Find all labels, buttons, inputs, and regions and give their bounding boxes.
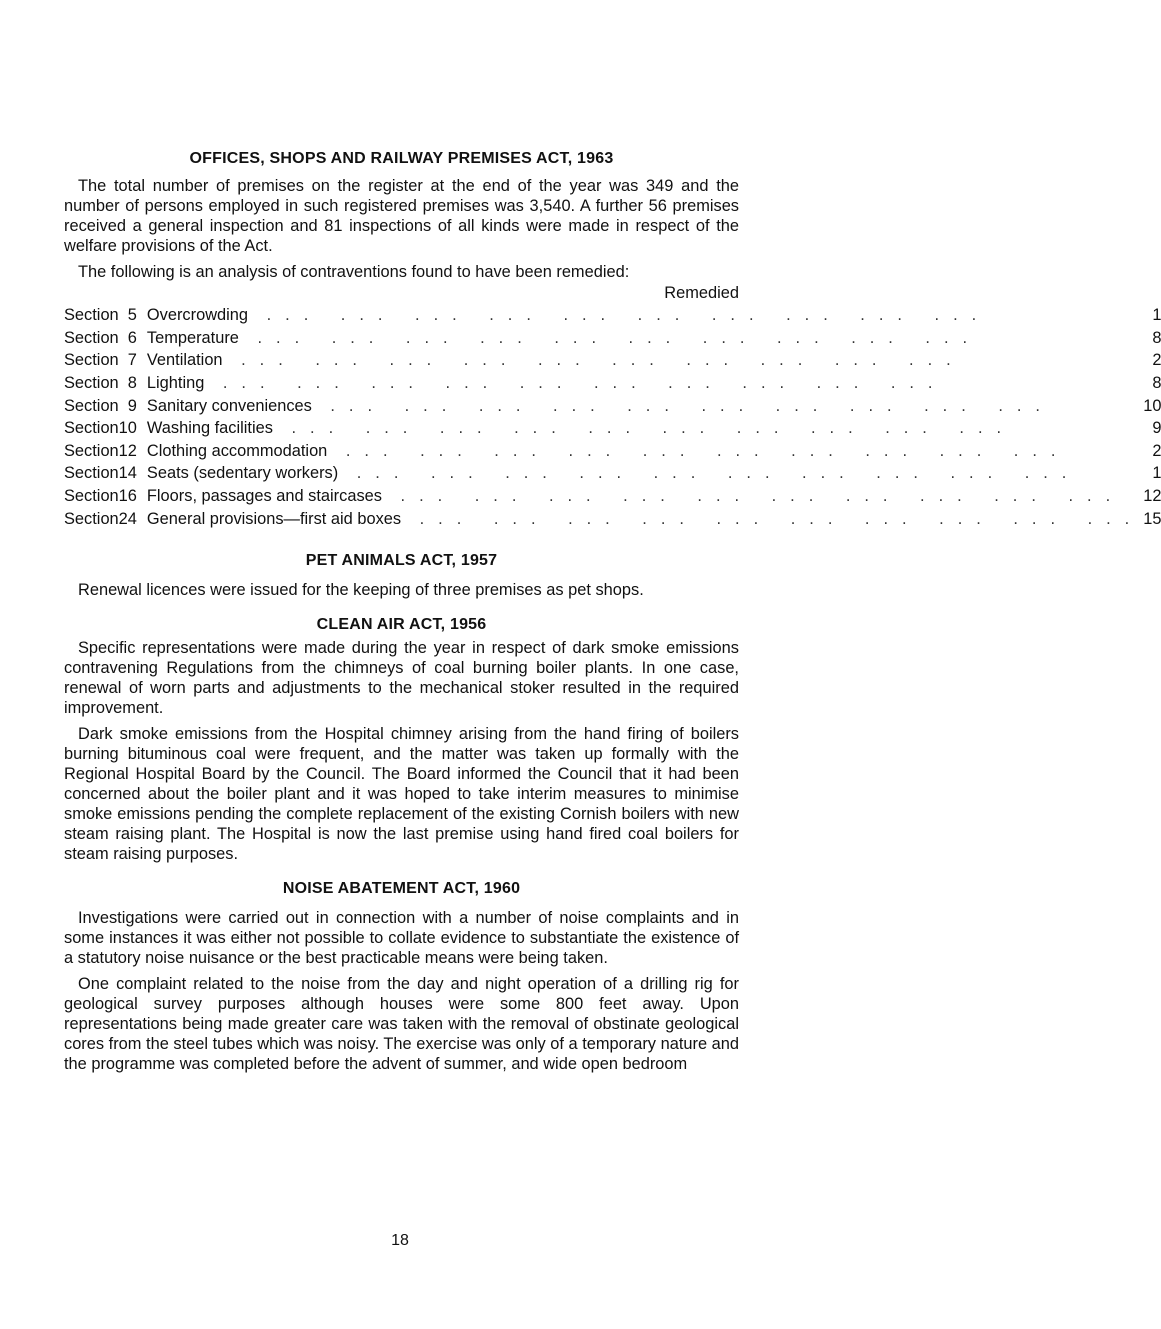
section-label [64, 462, 119, 485]
section-label-text: Section [64, 328, 119, 347]
section-label-text: Section [64, 487, 119, 506]
section-number-text: 8 [127, 374, 137, 393]
table-row [64, 440, 1161, 463]
remedied-count [1143, 349, 1161, 372]
contravention-description [147, 372, 1143, 395]
offices-act-heading: OFFICES, SHOPS AND RAILWAY PREMISES ACT, 1963 [189, 150, 614, 167]
remedied-count [1143, 440, 1161, 463]
table-row [64, 349, 1161, 372]
section-label [64, 327, 119, 350]
remedied-count-text: 1 [1152, 306, 1161, 325]
table-row [64, 462, 1161, 485]
noise-abatement-act-heading: NOISE ABATEMENT ACT, 1960 [282, 879, 521, 897]
section-number [119, 462, 147, 485]
table-row [64, 394, 1161, 417]
contravention-description [147, 417, 1143, 440]
contravention-description [147, 485, 1143, 508]
remedied-count-text: 2 [1152, 351, 1161, 370]
dot-leader: ... ... ... ... ... ... ... ... ... ... [327, 441, 1070, 460]
page-number: 18 [391, 1232, 409, 1249]
contravention-description [147, 462, 1143, 485]
section-number-text: 9 [127, 396, 137, 415]
remedied-column-header: Remedied [664, 284, 739, 302]
remedied-count [1143, 327, 1161, 350]
contravention-description-text: Washing facilities [146, 419, 273, 438]
dot-leader: ... ... ... ... ... ... ... ... ... ... [338, 464, 1081, 483]
document-page [64, 150, 1161, 1074]
contravention-description-text: Sanitary conveniences [146, 396, 312, 415]
dot-leader: ... ... ... ... ... ... ... ... ... ... [222, 351, 965, 370]
section-label [64, 394, 119, 417]
section-label-text: Section [64, 306, 119, 325]
section-label [64, 485, 119, 508]
section-number-text: 16 [118, 487, 137, 506]
section-label-text: Section [64, 441, 119, 460]
contravention-description-text: Ventilation [146, 351, 223, 370]
section-label [64, 372, 119, 395]
section-number-text: 7 [127, 351, 137, 370]
remedied-count-text: 9 [1152, 419, 1161, 438]
section-number [119, 304, 147, 327]
remedied-count [1143, 394, 1161, 417]
contravention-description-text: Lighting [146, 374, 205, 393]
contravention-description [147, 440, 1143, 463]
remedied-count [1143, 417, 1161, 440]
section-label [64, 304, 119, 327]
remedied-count [1143, 485, 1161, 508]
section-label-text: Section [64, 464, 119, 483]
dot-leader: ... ... ... ... ... ... ... ... ... ... [238, 328, 982, 347]
remedied-count [1143, 304, 1161, 327]
contravention-description [147, 304, 1143, 327]
contravention-description-text: Clothing accommodation [146, 441, 328, 460]
contravention-description-text: General provisions—first aid boxes [146, 509, 402, 528]
noise-abatement-act-paragraph-2: One complaint related to the noise from the day and night operation of a drilling rig for geological survey purposes although houses were some 800 feet away. Upon representations being made greater care was taken with the removal of obstinate geological cores from the steel tubes which was noisy. The exercise was only of a temporary nature and the programme was completed before the advent of summer, and wide open bedroom [64, 974, 739, 1073]
section-number [119, 507, 147, 530]
table-row [64, 372, 1161, 395]
contravention-description [147, 507, 1143, 530]
dot-leader: ... ... ... ... ... ... ... ... ... ... [381, 487, 1125, 506]
offices-act-paragraph-2: The following is an analysis of contraventions found to have been remedied: [78, 263, 630, 281]
table-row [64, 327, 1161, 350]
remedied-count-text: 12 [1143, 487, 1161, 506]
table-row [64, 304, 1161, 327]
clean-air-act-paragraph-2: Dark smoke emissions from the Hospital chimney arising from the hand firing of boilers burning bituminous coal were frequent, and the matter was taken up formally with the Regional Hospital Board by the Council. The Board informed the Council that it had been concerned about the boiler plant and it was hoped to take interim measures to minimise smoke emissions pending the complete replacement of the existing Cornish boilers with new steam raising plant. The Hospital is now the last premise using hand fired coal boilers for steam raising purposes. [64, 724, 739, 863]
dot-leader: ... ... ... ... ... ... ... ... ... ... [248, 306, 991, 325]
remedied-count-text: 2 [1152, 441, 1161, 460]
remedied-count [1143, 372, 1161, 395]
dot-leader: ... ... ... ... ... ... ... ... ... ... [401, 509, 1144, 528]
dot-leader: ... ... ... ... ... ... ... ... ... ... [204, 374, 947, 393]
table-row [64, 417, 1161, 440]
offices-act-paragraph-1: The total number of premises on the register at the end of the year was 349 and the number of persons employed in such registered premises was 3,540. A further 56 premises received a general inspection and 81 inspections of all kinds were made in respect of the welfare provisions of the Act. [64, 177, 739, 255]
contravention-description-text: Seats (sedentary workers) [146, 464, 339, 483]
section-label-text: Section [64, 419, 119, 438]
remedied-count-text: 10 [1143, 396, 1161, 415]
contravention-description [147, 349, 1143, 372]
section-number [119, 417, 147, 440]
contravention-description-text: Overcrowding [146, 306, 249, 325]
section-number-text: 12 [118, 441, 137, 460]
section-label [64, 417, 119, 440]
dot-leader: ... ... ... ... ... ... ... ... ... ... [272, 419, 1016, 438]
section-label-text: Section [64, 396, 119, 415]
contravention-description-text: Temperature [146, 328, 239, 347]
section-number-text: 24 [118, 509, 137, 528]
clean-air-act-paragraph-1: Specific representations were made during the year in respect of dark smoke emissions contravening Regulations from the chimneys of coal burning boiler plants. In one case, renewal of worn parts and adjustments to the mechanical stoker resulted in the required improvement. [64, 638, 739, 717]
section-number [119, 327, 147, 350]
section-label-text: Section [64, 351, 119, 370]
pet-animals-act-heading: PET ANIMALS ACT, 1957 [305, 551, 498, 569]
table-row [64, 485, 1161, 508]
contravention-description [147, 327, 1143, 350]
remedied-count-text: 8 [1152, 328, 1161, 347]
section-number [119, 372, 147, 395]
section-label-text: Section [64, 509, 119, 528]
section-label [64, 440, 119, 463]
section-number-text: 10 [118, 419, 137, 438]
dot-leader: ... ... ... ... ... ... ... ... ... ... [311, 396, 1054, 415]
contravention-description [147, 394, 1143, 417]
section-label [64, 507, 119, 530]
section-number-text: 14 [118, 464, 137, 483]
noise-abatement-act-paragraph-1: Investigations were carried out in connection with a number of noise complaints and in some instances it was either not possible to collate evidence to substantiate the existence of a statutory noise nuisance or the best practicable means were being taken. [64, 908, 739, 967]
section-label-text: Section [64, 374, 119, 393]
section-label [64, 349, 119, 372]
contravention-description-text: Floors, passages and staircases [146, 487, 382, 506]
remedied-count-text: 8 [1152, 374, 1161, 393]
table-row [64, 507, 1161, 530]
section-number [119, 394, 147, 417]
section-number-text: 6 [127, 328, 137, 347]
section-number [119, 485, 147, 508]
section-number [119, 349, 147, 372]
contraventions-table [64, 304, 1161, 530]
section-number-text: 5 [127, 306, 137, 325]
pet-animals-act-paragraph: Renewal licences were issued for the keeping of three premises as pet shops. [78, 580, 644, 599]
remedied-count-text: 1 [1152, 464, 1161, 483]
section-number [119, 440, 147, 463]
clean-air-act-heading: CLEAN AIR ACT, 1956 [316, 615, 487, 633]
remedied-count [1143, 462, 1161, 485]
remedied-count [1143, 507, 1161, 530]
remedied-count-text: 15 [1143, 509, 1161, 528]
